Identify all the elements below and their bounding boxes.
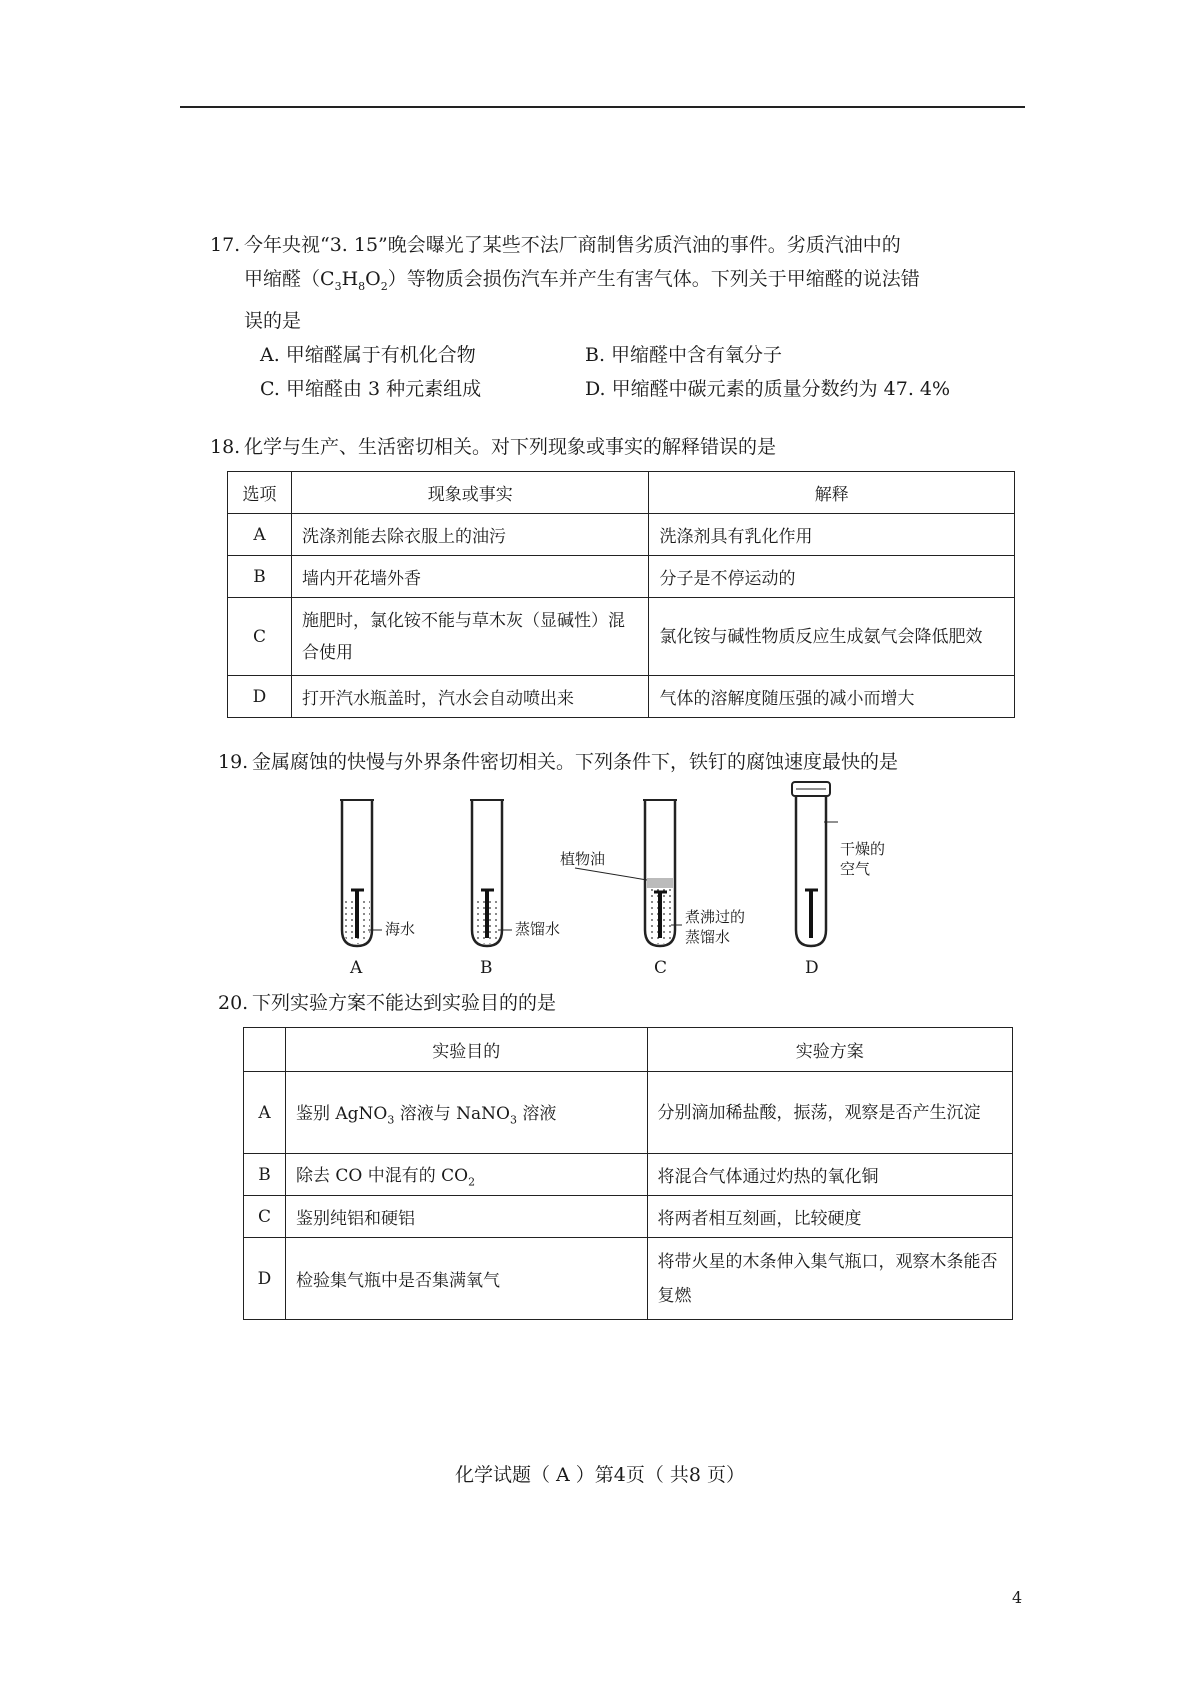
q17-number: 17. <box>210 234 241 256</box>
q18-number: 18. <box>210 436 241 458</box>
q17-formula: $C_3H_8O_2$ <box>320 268 388 293</box>
table-row <box>244 1154 1013 1196</box>
q20-plan-cell: 将带火星的木条伸入集气瓶口，观察木条能否复燃 <box>647 1238 1012 1320</box>
page-footer: 化学试题（ A ）第4页（ 共8 页） <box>454 1464 746 1486</box>
question-17 <box>210 228 1030 406</box>
q17-text1: 今年央视“3. 15”晚会曝光了某些不法厂商制售劣质汽油的事件。劣质汽油中的 <box>244 234 901 256</box>
tube-letter-b[interactable]: B <box>480 958 493 978</box>
q20-header-goal: 实验目的 <box>285 1028 647 1072</box>
header-rule <box>180 106 1025 108</box>
tube-letter-c[interactable]: C <box>654 958 668 978</box>
q20-table <box>243 1027 1013 1320</box>
q18-explain-cell: 分子是不停运动的 <box>649 556 1015 598</box>
q20-header-blank <box>244 1028 286 1072</box>
q18-explain-cell: 洗涤剂具有乳化作用 <box>649 514 1015 556</box>
table-row <box>228 556 1015 598</box>
label-dry-air-2: 空气 <box>840 860 871 878</box>
q17-option-c[interactable]: C. 甲缩醛由 3 种元素组成 <box>260 377 482 400</box>
q20-goal-cell: 检验集气瓶中是否集满氧气 <box>285 1238 647 1320</box>
table-row <box>244 1238 1013 1320</box>
q18-option-cell: C <box>228 598 292 676</box>
tube-c <box>575 800 682 946</box>
table-row <box>244 1196 1013 1238</box>
q20-header-plan: 实验方案 <box>647 1028 1012 1072</box>
q17-text2-pre: 甲缩醛（ <box>244 268 321 290</box>
q20-plan-cell: 分别滴加稀盐酸，振荡，观察是否产生沉淀 <box>647 1072 1012 1154</box>
q20-option-cell: B <box>244 1154 286 1196</box>
q18-header-explain: 解释 <box>649 472 1015 514</box>
q18-option-cell: D <box>228 676 292 718</box>
q18-explain-cell: 氯化铵与碱性物质反应生成氨气会降低肥效 <box>649 598 1015 676</box>
q18-fact-cell: 打开汽水瓶盖时，汽水会自动喷出来 <box>291 676 649 718</box>
q20-goal-cell: 鉴别纯铝和硬铝 <box>285 1196 647 1238</box>
q18-explain-cell: 气体的溶解度随压强的减小而增大 <box>649 676 1015 718</box>
q17-line3: 误的是 <box>244 309 302 332</box>
q18-header-row <box>228 472 1015 514</box>
question-20 <box>218 986 1038 1020</box>
label-boiled-water-1: 煮沸过的 <box>685 908 746 926</box>
question-19 <box>218 745 1038 779</box>
q20-option-cell: C <box>244 1196 286 1238</box>
q18-fact-cell: 洗涤剂能去除衣服上的油污 <box>291 514 649 556</box>
label-vegetable-oil: 植物油 <box>560 850 606 868</box>
q17-option-a[interactable]: A. 甲缩醛属于有机化合物 <box>260 343 476 366</box>
q18-option-cell: B <box>228 556 292 598</box>
q17-options-row2 <box>210 372 1030 406</box>
q17-line1 <box>210 228 1030 262</box>
q19-number: 19. <box>218 751 249 773</box>
label-boiled-water-2: 蒸馏水 <box>685 928 731 946</box>
tube-b <box>470 800 512 946</box>
oil-layer <box>647 878 673 888</box>
q18-option-cell: A <box>228 514 292 556</box>
q20-option-cell: D <box>244 1238 286 1320</box>
page-number: 4 <box>1012 1588 1023 1607</box>
label-seawater: 海水 <box>385 920 416 938</box>
q18-header-option: 选项 <box>228 472 292 514</box>
table-row <box>228 676 1015 718</box>
label-distilled-water: 蒸馏水 <box>515 920 561 938</box>
q20-text: 下列实验方案不能达到实验目的的是 <box>252 992 557 1014</box>
table-row <box>228 598 1015 676</box>
q20-goal-cell: 鉴别 AgNO$_3$ 溶液与 NaNO$_3$ 溶液 <box>285 1072 647 1154</box>
q19-text: 金属腐蚀的快慢与外界条件密切相关。下列条件下，铁钉的腐蚀速度最快的是 <box>252 751 899 773</box>
tube-letter-a[interactable]: A <box>350 958 363 978</box>
q17-option-d[interactable]: D. 甲缩醛中碳元素的质量分数约为 47. 4% <box>585 377 951 400</box>
q17-text2-post: ）等物质会损伤汽车并产生有害气体。下列关于甲缩醛的说法错 <box>387 268 920 290</box>
q19-figure <box>320 780 940 990</box>
q20-plan-cell: 将混合气体通过灼热的氧化铜 <box>647 1154 1012 1196</box>
q20-option-cell: A <box>244 1072 286 1154</box>
q18-fact-cell: 施肥时，氯化铵不能与草木灰（显碱性）混合使用 <box>291 598 649 676</box>
q18-header-fact: 现象或事实 <box>291 472 649 514</box>
q20-plan-cell: 将两者相互刻画，比较硬度 <box>647 1196 1012 1238</box>
tube-letter-d[interactable]: D <box>805 958 819 978</box>
tube-a <box>340 800 382 946</box>
table-row <box>228 514 1015 556</box>
q20-header-row <box>244 1028 1013 1072</box>
q18-text: 化学与生产、生活密切相关。对下列现象或事实的解释错误的是 <box>244 436 777 458</box>
question-18 <box>210 430 1030 464</box>
q20-goal-cell: 除去 CO 中混有的 $CO_2$ <box>285 1154 647 1196</box>
q17-options-row1 <box>210 338 1030 372</box>
q20-number: 20. <box>218 992 249 1014</box>
q17-option-b[interactable]: B. 甲缩醛中含有氧分子 <box>585 343 783 366</box>
q18-fact-cell: 墙内开花墙外香 <box>291 556 649 598</box>
tube-d <box>792 782 838 946</box>
q17-line2 <box>210 262 1030 304</box>
label-dry-air-1: 干燥的 <box>840 840 886 858</box>
q18-table <box>227 471 1015 718</box>
table-row <box>244 1072 1013 1154</box>
